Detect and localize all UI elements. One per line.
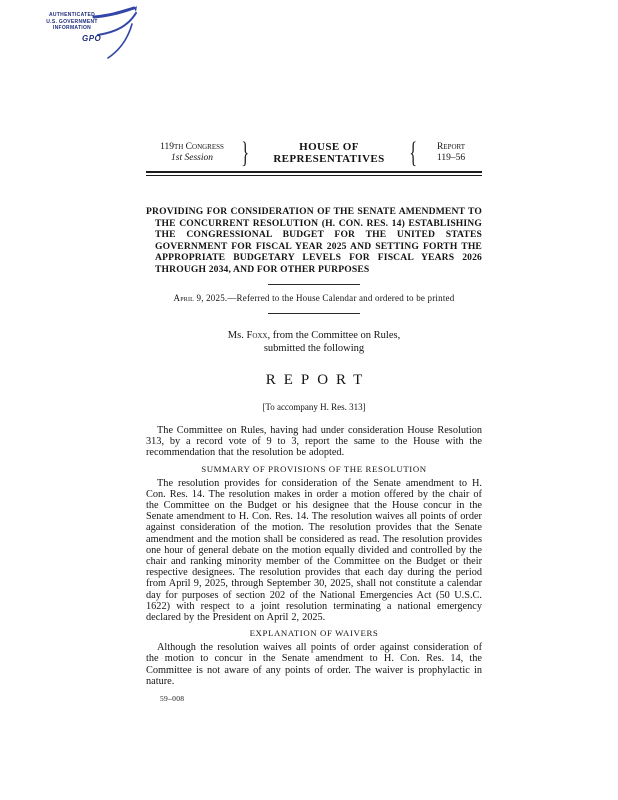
gpo-wordmark: GPO xyxy=(82,34,102,43)
masthead-double-rule xyxy=(146,171,482,176)
referral-date: April 9, 2025. xyxy=(173,293,228,303)
report-number-block xyxy=(420,142,482,164)
congress-session-block xyxy=(146,142,238,164)
divider-rule-top xyxy=(268,284,360,285)
left-brace-glyph: } xyxy=(241,136,250,169)
submission-statement xyxy=(146,329,482,355)
gpo-authentication-logo xyxy=(34,6,136,64)
gpo-text-line3: INFORMATION xyxy=(52,25,92,31)
submission-line1 xyxy=(146,329,482,342)
right-brace-glyph: { xyxy=(408,136,417,169)
member-name: Foxx xyxy=(246,330,268,341)
referral-text: —Referred to the House Calendar and ordered to be printed xyxy=(227,293,455,303)
report-number: 119–56 xyxy=(436,153,466,163)
report-label: Report xyxy=(436,142,466,152)
gpo-text-line2: U.S. GOVERNMENT xyxy=(46,18,98,25)
gpo-authentication-text xyxy=(40,12,104,32)
waivers-paragraph: Although the resolution waives all points of order against consideration of the motion to concur in the Senate amendment to H. Con. Res. 14, the Committee is not aware of any points of order. The waiver is prophylactic in nature. xyxy=(146,642,482,687)
congress-number: 119th Congress xyxy=(160,142,224,152)
summary-paragraph: The resolution provides for consideration of the Senate amendment to H. Con. Res. 14. The resolution makes in order a motion offered by the chair of the Committee on the Budget or his designee that the House concur in the Senate amendment to H. Con. Res. 14. The resolution waives all points of order against consideration of the motion. The resolution provides that the Senate amendment and the motion shall be considered as read. The resolution provides one hour of general debate on the motion equally divided and controlled by the chair and ranking minority member of the Committee on the Budget or their respective designees. The resolution provides that each day during the period from April 9, 2025, through September 30, 2025, shall not constitute a calendar day for purposes of section 202 of the National Emergencies Act (50 U.S.C. 1622) with respect to a joint resolution terminating a national emergency declared by the President on April 2, 2025. xyxy=(146,477,482,624)
member-honorific: Ms. xyxy=(227,330,247,341)
submission-line2: submitted the following xyxy=(263,343,365,354)
report-title: PROVIDING FOR CONSIDERATION OF THE SENATE AMENDMENT TO THE CONCURRENT RESOLUTION (H. CON. RES. 14) ESTABLISHING THE CONGRESSIONAL BUDGET FOR THE UNITED STATES GOVERNMENT FOR FISCAL YEAR 2025 AND SETTING FORTH THE APPROPRIATE BUDGETARY LEVELS FOR FISCAL YEARS 2026 THROUGH 2034, AND FOR OTHER PURPOSES xyxy=(146,206,482,275)
masthead xyxy=(146,137,482,169)
chamber-title: HOUSE OF REPRESENTATIVES xyxy=(273,141,385,165)
referral-dateline xyxy=(146,293,482,303)
divider-rule-bottom xyxy=(268,313,360,314)
session-number: 1st Session xyxy=(171,153,213,163)
accompany-note: [To accompany H. Res. 313] xyxy=(262,402,366,412)
committee-attribution: , from the Committee on Rules, xyxy=(267,330,401,341)
report-body-column xyxy=(146,137,482,703)
intro-paragraph: The Committee on Rules, having had under consideration House Resolution 313, by a record vote of 9 to 3, report the same to the House with the recommendation that the resolution be adopted. xyxy=(146,425,482,459)
gpo-text-line1: AUTHENTICATED xyxy=(48,12,96,18)
summary-section-heading: SUMMARY OF PROVISIONS OF THE RESOLUTION xyxy=(201,463,427,474)
report-heading: REPORT xyxy=(265,372,371,388)
gpo-print-code: 59–008 xyxy=(160,694,185,704)
waivers-section-heading: EXPLANATION OF WAIVERS xyxy=(249,628,379,639)
